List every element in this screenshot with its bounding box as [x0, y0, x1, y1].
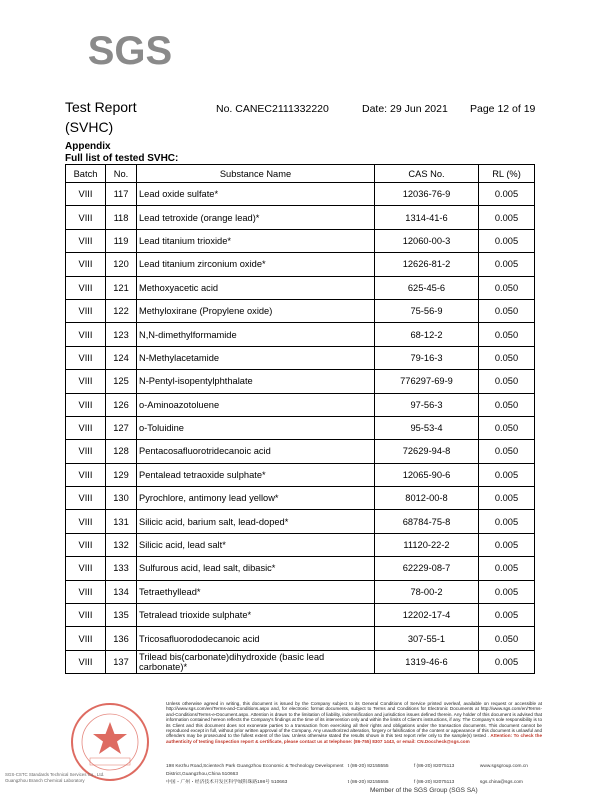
table-row	[66, 627, 535, 650]
report-subtitle: (SVHC)	[65, 119, 114, 135]
cell-batch: VIII	[66, 463, 106, 486]
cell-rl: 0.050	[479, 276, 535, 299]
cell-rl: 0.005	[479, 557, 535, 580]
cell-substance-name: Sulfurous acid, lead salt, dibasic*	[137, 557, 375, 580]
cell-rl: 0.005	[479, 580, 535, 603]
cell-substance-name: Pentacosafluorotridecanoic acid	[137, 440, 375, 463]
cell-cas-no: 72629-94-8	[375, 440, 479, 463]
cell-no: 130	[106, 487, 137, 510]
table-row	[66, 416, 535, 439]
cell-substance-name: o-Aminoazotoluene	[137, 393, 375, 416]
cell-cas-no: 776297-69-9	[375, 370, 479, 393]
cell-cas-no: 97-56-3	[375, 393, 479, 416]
cell-cas-no: 79-16-3	[375, 346, 479, 369]
cell-rl: 0.005	[479, 206, 535, 229]
cell-rl: 0.005	[479, 533, 535, 556]
cell-cas-no: 12202-17-4	[375, 604, 479, 627]
table-row	[66, 440, 535, 463]
cell-substance-name: Silicic acid, lead salt*	[137, 533, 375, 556]
cell-batch: VIII	[66, 487, 106, 510]
report-title: Test Report	[65, 99, 137, 115]
member-line: Member of the SGS Group (SGS SA)	[370, 787, 478, 794]
cell-no: 121	[106, 276, 137, 299]
email: sgs.china@sgs.com	[479, 780, 523, 785]
table-row	[66, 580, 535, 603]
cell-no: 124	[106, 346, 137, 369]
table-row	[66, 393, 535, 416]
cell-cas-no: 1314-41-6	[375, 206, 479, 229]
table-row	[66, 323, 535, 346]
header-substance-name: Substance Name	[137, 165, 375, 183]
list-heading: Full list of tested SVHC:	[65, 153, 179, 164]
website: www.sgsgroup.com.cn	[479, 764, 528, 769]
table-row	[66, 510, 535, 533]
cell-cas-no: 68-12-2	[375, 323, 479, 346]
address-row-en	[166, 763, 546, 779]
address-row-cn	[166, 779, 546, 787]
cell-cas-no: 11120-22-2	[375, 533, 479, 556]
cell-batch: VIII	[66, 183, 106, 206]
table-row	[66, 463, 535, 486]
cell-batch: VIII	[66, 510, 106, 533]
header-no: No.	[106, 165, 137, 183]
cell-no: 123	[106, 323, 137, 346]
cell-rl: 0.005	[479, 604, 535, 627]
seal-caption-line-2: Guangzhou Branch Chemical Laboratory	[5, 778, 85, 783]
cell-batch: VIII	[66, 323, 106, 346]
cell-no: 125	[106, 370, 137, 393]
cell-batch: VIII	[66, 346, 106, 369]
cell-batch: VIII	[66, 299, 106, 322]
table-row	[66, 557, 535, 580]
cell-rl: 0.005	[479, 229, 535, 252]
telephone-2: t (86-20) 82155555	[347, 780, 389, 785]
cell-substance-name: Methoxyacetic acid	[137, 276, 375, 299]
cell-no: 118	[106, 206, 137, 229]
cell-cas-no: 78-00-2	[375, 580, 479, 603]
page-number: Page 12 of 19	[470, 103, 536, 115]
cell-no: 131	[106, 510, 137, 533]
cell-rl: 0.005	[479, 487, 535, 510]
seal-caption	[5, 772, 104, 784]
cell-batch: VIII	[66, 580, 106, 603]
cell-no: 129	[106, 463, 137, 486]
table-row	[66, 370, 535, 393]
cell-cas-no: 95-53-4	[375, 416, 479, 439]
cell-substance-name: N-Methylacetamide	[137, 346, 375, 369]
cell-no: 136	[106, 627, 137, 650]
cell-rl: 0.050	[479, 393, 535, 416]
address-english: 198 Kezhu Road,Scientech Park Guangzhou Economic & Technology Development District,Guangzhou,China 510663	[166, 764, 344, 777]
cell-no: 137	[106, 650, 137, 673]
header-batch: Batch	[66, 165, 106, 183]
cell-batch: VIII	[66, 276, 106, 299]
cell-cas-no: 12065-90-6	[375, 463, 479, 486]
cell-no: 122	[106, 299, 137, 322]
cell-cas-no: 62229-08-7	[375, 557, 479, 580]
table-row	[66, 346, 535, 369]
cell-no: 127	[106, 416, 137, 439]
cell-substance-name: Tetraethyllead*	[137, 580, 375, 603]
header-rl: RL (%)	[479, 165, 535, 183]
cell-substance-name: o-Toluidine	[137, 416, 375, 439]
cell-rl: 0.005	[479, 463, 535, 486]
cell-substance-name: Pyrochlore, antimony lead yellow*	[137, 487, 375, 510]
table-row	[66, 229, 535, 252]
report-date: Date: 29 Jun 2021	[362, 103, 448, 115]
cell-batch: VIII	[66, 370, 106, 393]
cell-batch: VIII	[66, 229, 106, 252]
cell-substance-name: N-Pentyl-isopentylphthalate	[137, 370, 375, 393]
cell-batch: VIII	[66, 650, 106, 673]
cell-batch: VIII	[66, 416, 106, 439]
cell-batch: VIII	[66, 253, 106, 276]
cell-rl: 0.005	[479, 650, 535, 673]
table-row	[66, 650, 535, 673]
cell-rl: 0.050	[479, 440, 535, 463]
table-header-row	[66, 165, 535, 183]
table-row	[66, 253, 535, 276]
cell-no: 135	[106, 604, 137, 627]
cell-cas-no: 12060-00-3	[375, 229, 479, 252]
authenticity-notice: Attention: To check the authenticity of testing /inspection report & certificate, please contact us at telephone: (86-755) 8307 1443, or email: CN.Doccheck@sgs.com	[166, 733, 543, 744]
header-cas-no: CAS No.	[375, 165, 479, 183]
table-row	[66, 299, 535, 322]
cell-rl: 0.050	[479, 346, 535, 369]
cell-substance-name: Tetralead trioxide sulphate*	[137, 604, 375, 627]
report-number: No. CANEC2111332220	[216, 103, 329, 115]
cell-cas-no: 8012-00-8	[375, 487, 479, 510]
sgs-logo-graphic	[84, 26, 176, 72]
cell-substance-name: Lead oxide sulfate*	[137, 183, 375, 206]
cell-batch: VIII	[66, 393, 106, 416]
cell-substance-name: Tricosafluorododecanoic acid	[137, 627, 375, 650]
footer-disclaimer	[166, 701, 542, 744]
cell-cas-no: 75-56-9	[375, 299, 479, 322]
cell-substance-name: Methyloxirane (Propylene oxide)	[137, 299, 375, 322]
table-row	[66, 206, 535, 229]
cell-substance-name: Lead titanium zirconium oxide*	[137, 253, 375, 276]
cell-cas-no: 625-45-6	[375, 276, 479, 299]
sgs-logo	[84, 26, 176, 72]
table-row	[66, 276, 535, 299]
svhc-table	[65, 164, 535, 674]
cell-rl: 0.050	[479, 370, 535, 393]
cell-no: 119	[106, 229, 137, 252]
table-row	[66, 487, 535, 510]
cell-substance-name: Trilead bis(carbonate)dihydroxide (basic lead carbonate)*	[137, 650, 375, 673]
footer-address	[166, 763, 546, 787]
cell-no: 126	[106, 393, 137, 416]
cell-substance-name: N,N-dimethylformamide	[137, 323, 375, 346]
cell-batch: VIII	[66, 627, 106, 650]
fax-2: f (86-20) 82075113	[413, 780, 455, 785]
cell-substance-name: Silicic acid, barium salt, lead-doped*	[137, 510, 375, 533]
cell-rl: 0.050	[479, 323, 535, 346]
fax-1: f (86-20) 82075113	[413, 764, 455, 769]
cell-rl: 0.050	[479, 416, 535, 439]
cell-substance-name: Lead tetroxide (orange lead)*	[137, 206, 375, 229]
cell-cas-no: 12626-81-2	[375, 253, 479, 276]
cell-no: 117	[106, 183, 137, 206]
table-row	[66, 604, 535, 627]
cell-no: 128	[106, 440, 137, 463]
cell-rl: 0.005	[479, 510, 535, 533]
cell-substance-name: Lead titanium trioxide*	[137, 229, 375, 252]
appendix-heading: Appendix	[65, 141, 111, 152]
cell-batch: VIII	[66, 440, 106, 463]
logo-text: SGS	[87, 29, 173, 72]
cell-batch: VIII	[66, 557, 106, 580]
cell-batch: VIII	[66, 533, 106, 556]
cell-rl: 0.005	[479, 183, 535, 206]
cell-cas-no: 1319-46-6	[375, 650, 479, 673]
cell-no: 134	[106, 580, 137, 603]
table-row	[66, 183, 535, 206]
cell-batch: VIII	[66, 604, 106, 627]
cell-batch: VIII	[66, 206, 106, 229]
telephone-1: t (86-20) 82155555	[347, 764, 389, 769]
cell-no: 120	[106, 253, 137, 276]
cell-no: 133	[106, 557, 137, 580]
disclaimer-text: Unless otherwise agreed in writing, this document is issued by the Company subject to its General Conditions of Service printed overleaf, available on request or accessible at http://www.sgs.com/en/Terms-and-Conditions.aspx and, for electronic format documents, subject to Terms and Conditions for Electronic Documents at http://www.sgs.com/en/Terms-and-Conditions/Terms-e-Document.aspx. Attention is drawn to the limitation of liability, indemnification and jurisdiction issues defined therein. Any holder of this document is advised that information contained hereon reflects the Company's findings at the time of its intervention only and within the limits of Client's instructions, if any. The Company's sole responsibility is to its Client and this document does not exonerate parties to a transaction from exercising all their rights and obligations under the transaction documents. This document cannot be reproduced except in full, without prior written approval of the Company. Any unauthorized alteration, forgery or falsification of the content or appearance of this document is unlawful and offenders may be prosecuted to the fullest extent of the law. Unless otherwise stated the results shown in this test report refer only to the sample(s) tested .	[166, 701, 542, 739]
address-chinese: 中国・广州・经济技术开发区科学城科珠路198号 510663	[166, 780, 288, 785]
cell-cas-no: 68784-75-8	[375, 510, 479, 533]
table-row	[66, 533, 535, 556]
cell-rl: 0.050	[479, 299, 535, 322]
cell-cas-no: 307-55-1	[375, 627, 479, 650]
cell-substance-name: Pentalead tetraoxide sulphate*	[137, 463, 375, 486]
cell-rl: 0.050	[479, 627, 535, 650]
cell-no: 132	[106, 533, 137, 556]
cell-cas-no: 12036-76-9	[375, 183, 479, 206]
seal-caption-line-1: SGS-CSTC Standards Technical Services Co., Ltd.	[5, 772, 105, 777]
cell-rl: 0.005	[479, 253, 535, 276]
